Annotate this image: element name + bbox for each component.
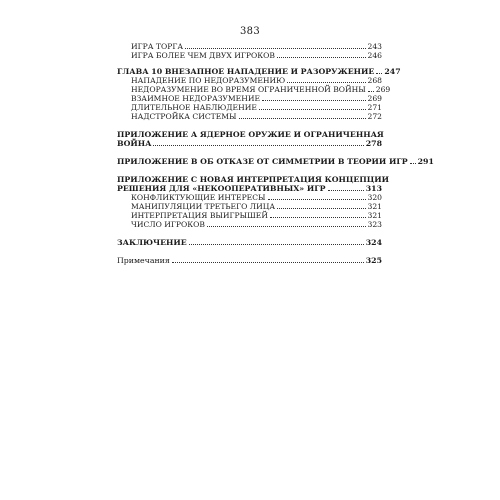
toc-entry-appendix-a[interactable] xyxy=(117,130,382,148)
dot-leader xyxy=(287,82,365,83)
toc-entry-title: НАПАДЕНИЕ ПО НЕДОРАЗУМЕНИЮ xyxy=(131,76,286,85)
toc-entry-appendix-c[interactable] xyxy=(117,175,389,193)
toc-entry-page: 313 xyxy=(365,184,382,193)
toc-entry-title: НЕДОРАЗУМЕНИЕ ВО ВРЕМЯ ОГРАНИЧЕННОЙ ВОЙНЫ xyxy=(131,85,366,94)
toc-entry-page: 247 xyxy=(384,67,401,76)
toc-entry-title: ЗАКЛЮЧЕНИЕ xyxy=(117,238,187,247)
toc-entry-title: НАДСТРОЙКА СИСТЕМЫ xyxy=(131,112,237,121)
dot-leader xyxy=(262,100,365,101)
toc-entry-conclusion[interactable] xyxy=(117,238,382,247)
dot-leader xyxy=(207,226,366,227)
toc-entry-page: 321 xyxy=(367,202,382,211)
dot-leader xyxy=(376,73,382,74)
toc-entry-trade-game[interactable] xyxy=(117,42,382,51)
toc-entry-title: ГЛАВА 10 ВНЕЗАПНОЕ НАПАДЕНИЕ И РАЗОРУЖЕНИЕ xyxy=(117,67,375,76)
toc-entry-title: Примечания xyxy=(117,256,170,265)
toc-entry-more-players[interactable] xyxy=(117,51,382,60)
toc-entry-page: 324 xyxy=(365,238,382,247)
table-of-contents xyxy=(117,42,434,265)
dot-leader xyxy=(368,91,374,92)
toc-entry-page: 272 xyxy=(367,112,382,121)
toc-entry-page: 269 xyxy=(367,94,382,103)
dot-leader xyxy=(410,163,416,164)
toc-entry-page: 243 xyxy=(367,42,382,51)
toc-entry-title-line: РЕШЕНИЯ ДЛЯ «НЕКООПЕРАТИВНЫХ» ИГР xyxy=(117,184,326,193)
toc-entry-title: ИГРА ТОРГА xyxy=(131,42,184,51)
toc-entry-page: 268 xyxy=(367,76,382,85)
toc-entry-page: 321 xyxy=(367,211,382,220)
page-number: 383 xyxy=(240,26,260,37)
toc-entry-ch10-item[interactable] xyxy=(117,103,382,112)
toc-entry-page: 325 xyxy=(365,256,382,265)
toc-entry-title: КОНФЛИКТУЮЩИЕ ИНТЕРЕСЫ xyxy=(131,193,266,202)
toc-entry-title-line: ВОЙНА xyxy=(117,139,152,148)
toc-entry-page: 323 xyxy=(367,220,382,229)
toc-entry-appc-item[interactable] xyxy=(117,193,382,202)
toc-entry-title: ИНТЕРПРЕТАЦИЯ ВЫИГРЫШЕЙ xyxy=(131,211,268,220)
toc-entry-ch10-item[interactable] xyxy=(117,94,382,103)
dot-leader xyxy=(277,208,365,209)
dot-leader xyxy=(189,244,364,245)
toc-entry-title-line: ПРИЛОЖЕНИЕ С НОВАЯ ИНТЕРПРЕТАЦИЯ КОНЦЕПЦИИ xyxy=(117,175,389,184)
dot-leader xyxy=(268,199,366,200)
toc-entry-appc-item[interactable] xyxy=(117,220,382,229)
toc-entry-title: ДЛИТЕЛЬНОЕ НАБЛЮДЕНИЕ xyxy=(131,103,257,112)
toc-entry-title-line: ПРИЛОЖЕНИЕ А ЯДЕРНОЕ ОРУЖИЕ И ОГРАНИЧЕННАЯ xyxy=(117,130,384,139)
dot-leader xyxy=(328,190,364,191)
toc-entry-chapter-10[interactable] xyxy=(117,67,401,76)
toc-entry-page: 320 xyxy=(367,193,382,202)
toc-entry-page: 269 xyxy=(375,85,391,94)
toc-entry-page: 291 xyxy=(417,157,434,166)
toc-entry-appc-item[interactable] xyxy=(117,202,382,211)
toc-entry-ch10-item[interactable] xyxy=(117,76,382,85)
toc-entry-appendix-b[interactable] xyxy=(117,157,434,166)
dot-leader xyxy=(153,145,363,146)
toc-entry-appc-item[interactable] xyxy=(117,211,382,220)
toc-entry-ch10-item[interactable] xyxy=(117,85,391,94)
dot-leader xyxy=(239,118,366,119)
toc-entry-title: ИГРА БОЛЕЕ ЧЕМ ДВУХ ИГРОКОВ xyxy=(131,51,275,60)
toc-entry-page: 278 xyxy=(365,139,382,148)
toc-entry-title: МАНИПУЛЯЦИИ ТРЕТЬЕГО ЛИЦА xyxy=(131,202,276,211)
toc-entry-title: ПРИЛОЖЕНИЕ В ОБ ОТКАЗЕ ОТ СИММЕТРИИ В ТЕОРИИ ИГР xyxy=(117,157,408,166)
dot-leader xyxy=(277,57,366,58)
dot-leader xyxy=(172,262,364,263)
toc-entry-page: 246 xyxy=(367,51,382,60)
toc-entry-notes[interactable] xyxy=(117,256,382,265)
toc-entry-title: ЧИСЛО ИГРОКОВ xyxy=(131,220,205,229)
toc-entry-ch10-item[interactable] xyxy=(117,112,382,121)
dot-leader xyxy=(259,109,366,110)
dot-leader xyxy=(270,217,366,218)
dot-leader xyxy=(185,48,365,49)
toc-entry-page: 271 xyxy=(367,103,382,112)
toc-entry-title: ВЗАИМНОЕ НЕДОРАЗУМЕНИЕ xyxy=(131,94,261,103)
